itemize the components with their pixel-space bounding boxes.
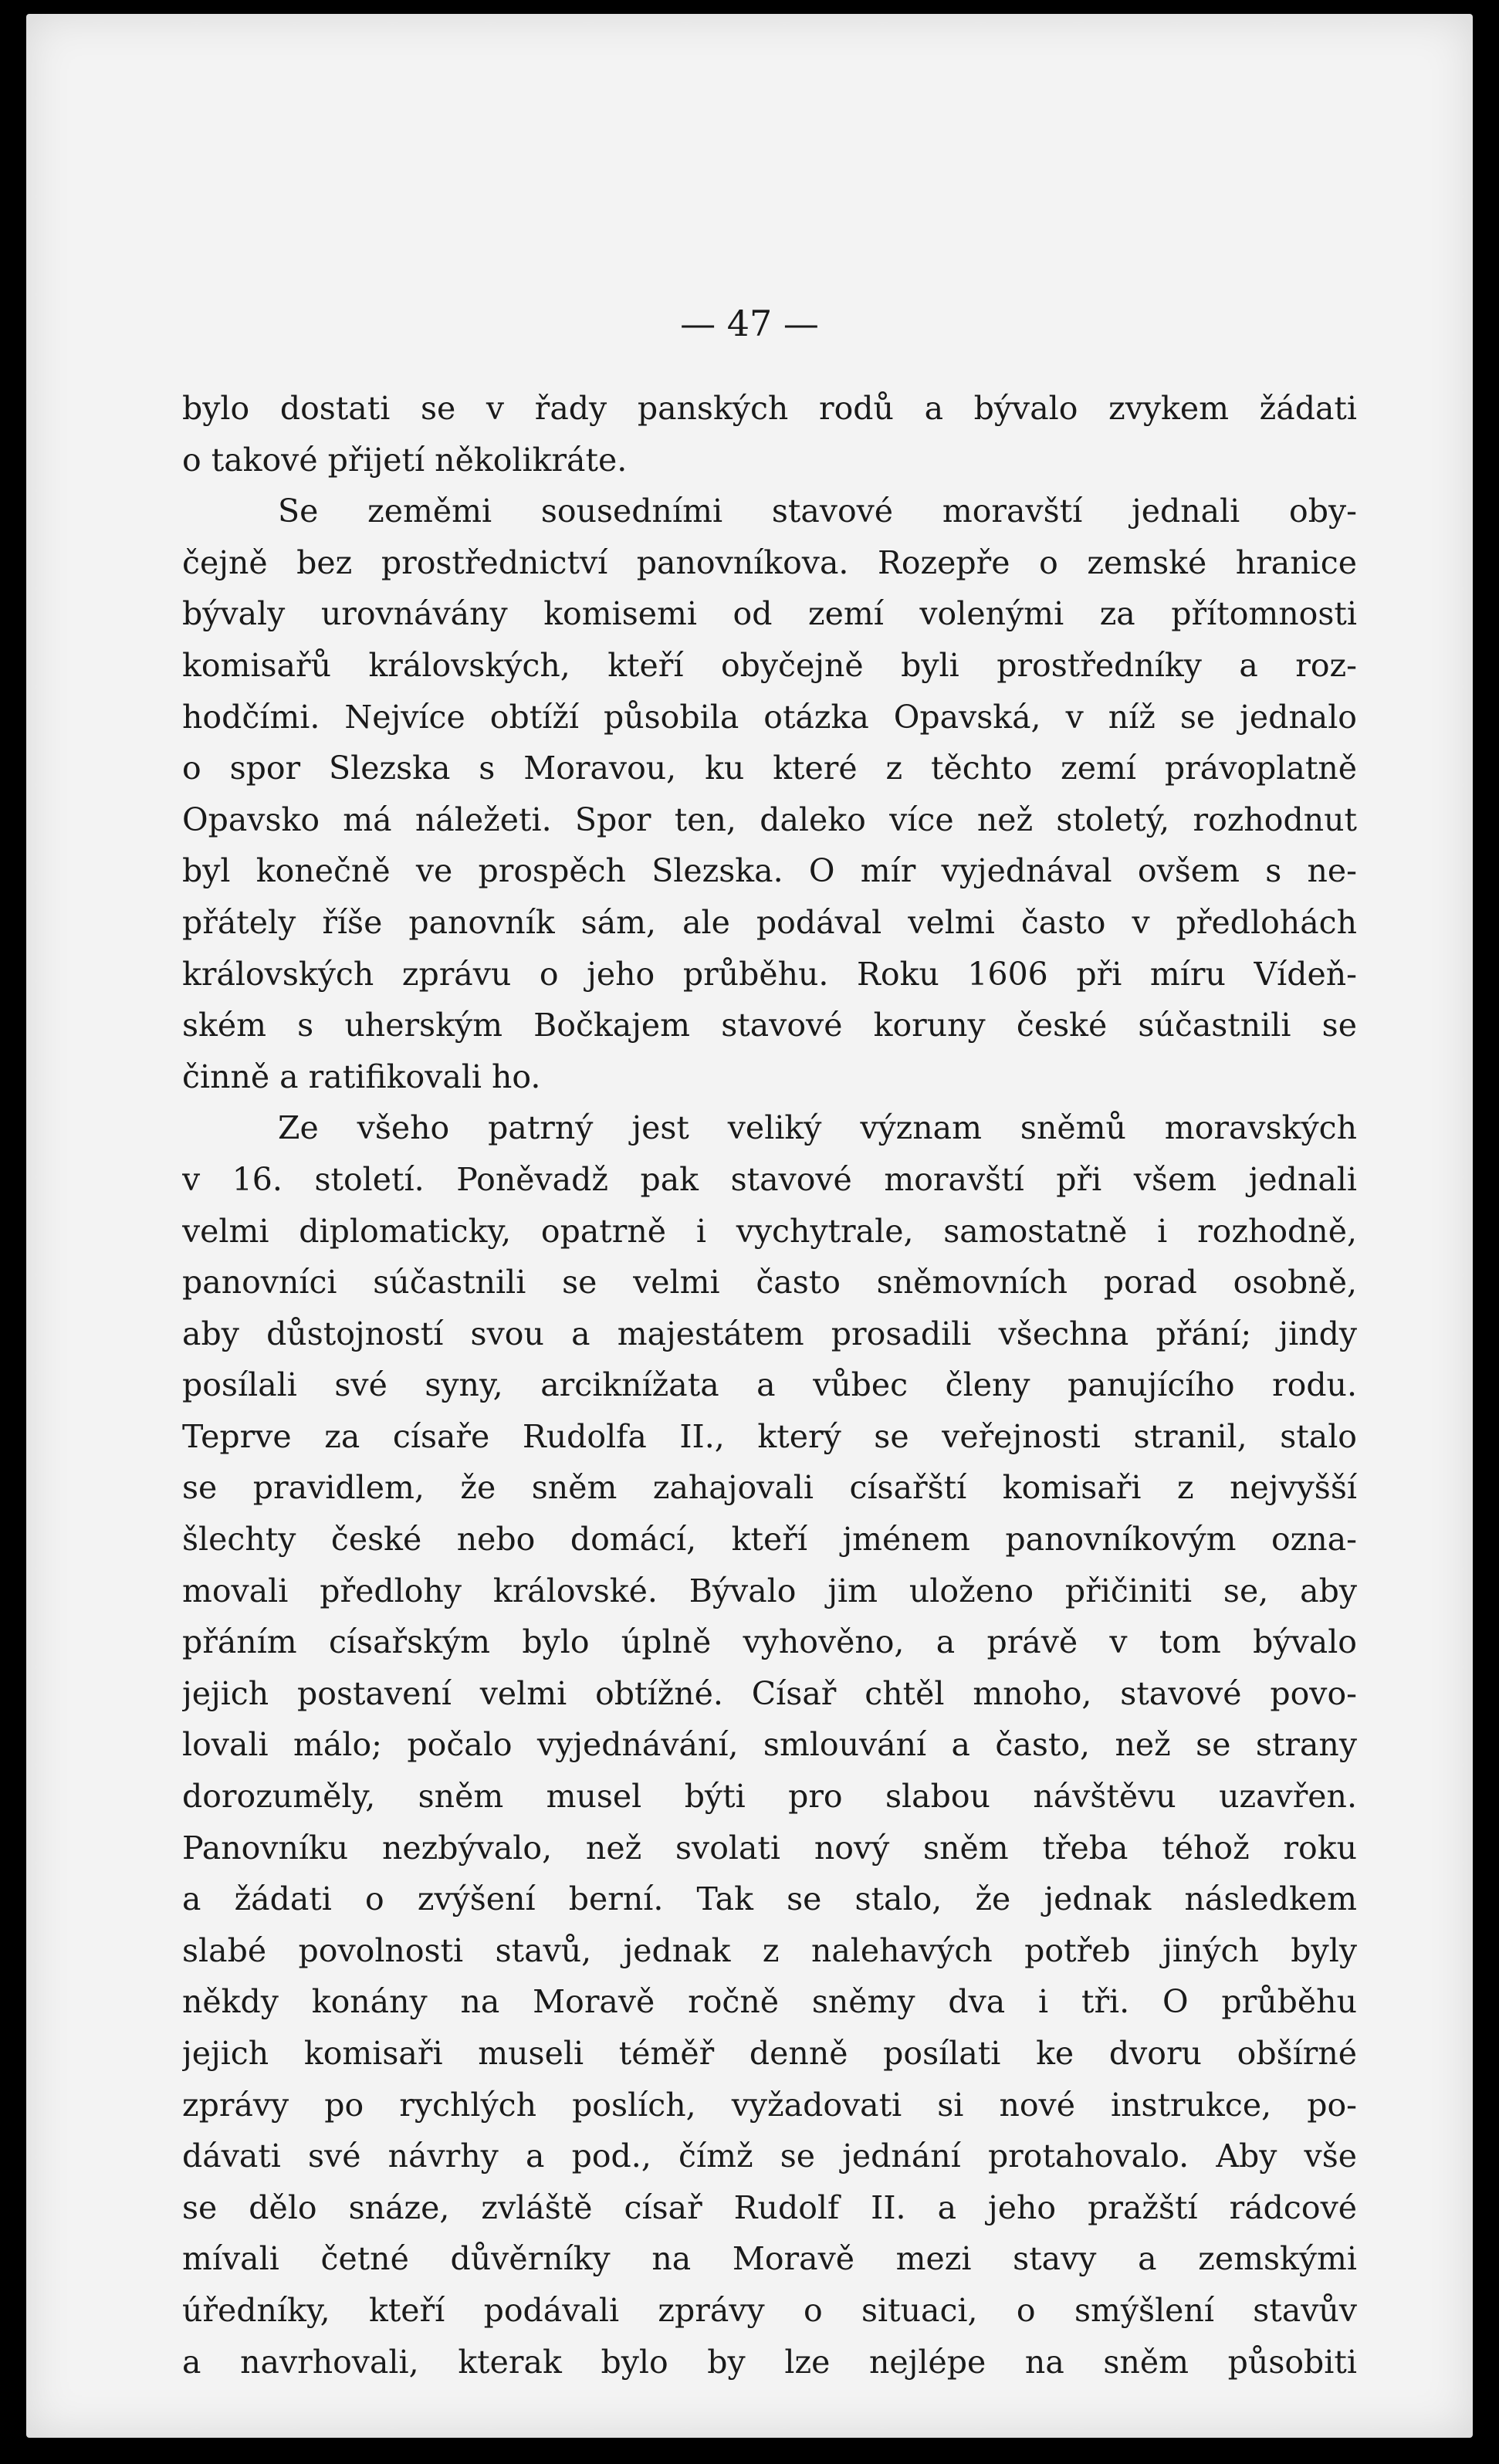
text-line: ském s uherským Bočkajem stavové koruny české súčastnili se bbox=[182, 1007, 1357, 1044]
text-line: úředníky, kteří podávali zprávy o situaci, o smýšlení stavův bbox=[182, 2291, 1357, 2329]
text-line: jejich postavení velmi obtížné. Císař chtěl mnoho, stavové povo- bbox=[182, 1674, 1357, 1712]
text-line: Panovníku nezbývalo, než svolati nový sněm třeba téhož roku bbox=[182, 1829, 1357, 1867]
book-page bbox=[26, 14, 1473, 2438]
text-line: se pravidlem, že sněm zahajovali císařští komisaři z nejvyšší bbox=[182, 1469, 1357, 1507]
text-line: dávati své návrhy a pod., čímž se jednání protahovalo. Aby vše bbox=[182, 2137, 1357, 2175]
text-line: činně a ratifikovali ho. bbox=[182, 1058, 541, 1095]
text-line: se dělo snáze, zvláště císař Rudolf II. a jeho pražští rádcové bbox=[182, 2188, 1357, 2226]
text-line: mívali četné důvěrníky na Moravě mezi stavy a zemskými bbox=[182, 2240, 1357, 2278]
text-line: bývaly urovnávány komisemi od zemí volenými za přítomnosti bbox=[182, 595, 1357, 633]
text-line: panovníci súčastnili se velmi často sněmovních porad osobně, bbox=[182, 1264, 1357, 1301]
text-line: byl konečně ve prospěch Slezska. O mír vyjednával ovšem s ne- bbox=[182, 852, 1357, 890]
text-line: aby důstojností svou a majestátem prosadili všechna přání; jindy bbox=[182, 1315, 1357, 1352]
text-line: někdy konány na Moravě ročně sněmy dva i tři. O průběhu bbox=[182, 1983, 1357, 2021]
text-line: o spor Slezska s Moravou, ku které z těchto zemí právoplatně bbox=[182, 750, 1357, 787]
text-line: šlechty české nebo domácí, kteří jménem panovníkovým ozna- bbox=[182, 1521, 1357, 1559]
text-line: a žádati o zvýšení berní. Tak se stalo, že jednak následkem bbox=[182, 1880, 1357, 1918]
text-line: Teprve za císaře Rudolfa II., který se veřejnosti stranil, stalo bbox=[182, 1417, 1357, 1455]
text-line: slabé povolnosti stavů, jednak z nalehavých potřeb jiných byly bbox=[182, 1931, 1357, 1969]
text-line: čejně bez prostřednictví panovníkova. Rozepře o zemské hranice bbox=[182, 543, 1357, 581]
body-text bbox=[182, 383, 1357, 2388]
text-line: Opavsko má náležeti. Spor ten, daleko více než stoletý, rozhodnut bbox=[182, 800, 1357, 838]
text-line: hodčími. Nejvíce obtíží působila otázka Opavská, v níž se jednalo bbox=[182, 698, 1357, 736]
text-line: zprávy po rychlých poslích, vyžadovati si nové instrukce, po- bbox=[182, 2086, 1357, 2124]
text-line: a navrhovali, kterak bylo by lze nejlépe na sněm působiti bbox=[182, 2343, 1357, 2381]
text-line: jejich komisaři museli téměř denně posílati ke dvoru obšírné bbox=[182, 2035, 1357, 2072]
text-line: o takové přijetí několikráte. bbox=[182, 441, 628, 479]
text-line: komisařů královských, kteří obyčejně byli prostředníky a roz- bbox=[182, 646, 1357, 684]
text-line: v 16. století. Poněvadž pak stavové moravští při všem jednali bbox=[182, 1160, 1357, 1198]
text-line: movali předlohy královské. Bývalo jim uloženo přičiniti se, aby bbox=[182, 1572, 1357, 1609]
text-line: lovali málo; počalo vyjednávání, smlouvání a často, než se strany bbox=[182, 1726, 1357, 1764]
text-line: bylo dostati se v řady panských rodů a bývalo zvykem žádati bbox=[182, 390, 1357, 427]
text-line: Se zeměmi sousedními stavové moravští jednali oby- bbox=[278, 492, 1357, 530]
text-line: přáním císařským bylo úplně vyhověno, a právě v tom bývalo bbox=[182, 1623, 1357, 1661]
page-number: — 47 — bbox=[680, 303, 819, 344]
text-line: dorozuměly, sněm musel býti pro slabou návštěvu uzavřen. bbox=[182, 1778, 1357, 1816]
text-line: velmi diplomaticky, opatrně i vychytrale, samostatně i rozhodně, bbox=[182, 1212, 1357, 1250]
text-line: posílali své syny, arciknížata a vůbec členy panujícího rodu. bbox=[182, 1366, 1357, 1404]
text-line: královských zprávu o jeho průběhu. Roku 1606 při míru Vídeň- bbox=[182, 955, 1357, 993]
text-line: přátely říše panovník sám, ale podával velmi často v předlohách bbox=[182, 903, 1357, 941]
text-line: Ze všeho patrný jest veliký význam sněmů moravských bbox=[278, 1109, 1357, 1147]
